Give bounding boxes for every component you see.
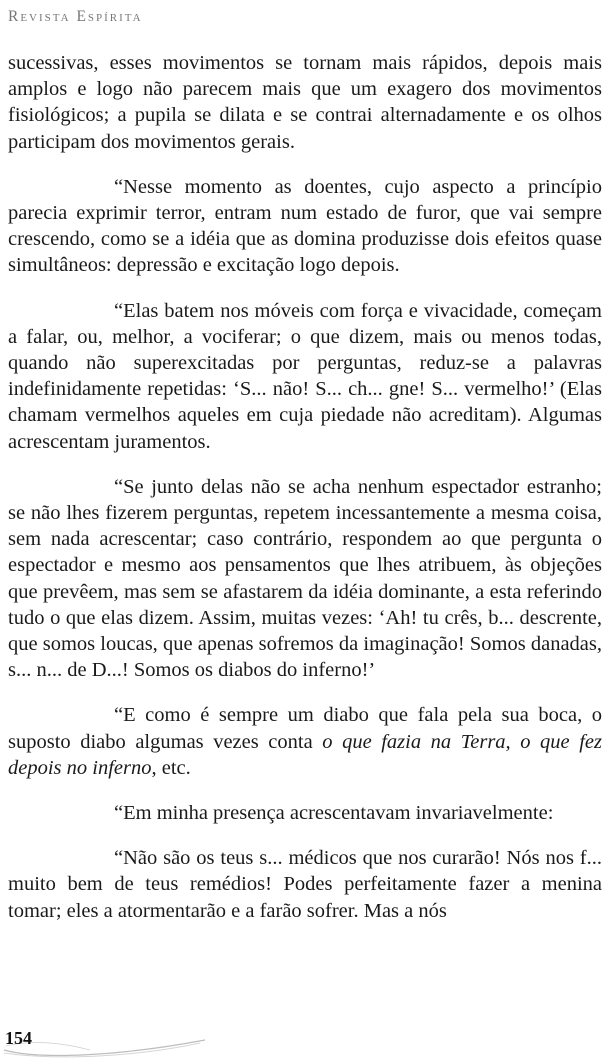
page-footer xyxy=(0,1020,611,1060)
paragraph-5-text-before: “E como é sempre um diabo que fala pela sua boca, o suposto diabo algumas vezes conta xyxy=(8,704,602,753)
paragraph-6: “Em minha presença acrescentavam invariavelmente: xyxy=(114,802,554,825)
paragraph-7: “Não são os teus s... médicos que nos curarão! Nós nos f... muito bem de teus remédios! Podes perfeitamente fazer a menina tomar; eles a atormentarão e a farão sofrer. Mas a nós xyxy=(8,847,602,922)
paragraph-4: “Se junto delas não se acha nenhum espectador estranho; se não lhes fizerem perguntas, repetem incessantemente a mesma coisa, sem nada acrescentar; caso contrário, respondem ao que pergunta o espectador e mesmo aos pensamentos que lhes atribuem, às objeções que prevêem, mas sem se afastarem da idéia dominante, a esta referindo tudo o que elas dizem. Assim, muitas vezes: ‘Ah! tu crês, b... descrente, que somos loucas, que apenas sofremos da imaginação! Somos danadas, s... n... de D...! Somos os diabos do inferno!’ xyxy=(8,475,602,682)
running-title: Revista Espírita xyxy=(8,8,143,25)
paragraph-1: sucessivas, esses movimentos se tornam mais rápidos, depois mais amplos e logo não parecem mais que um exagero dos movimentos fisiológicos; a pupila se dilata e se contrai alternadamente e os olhos participam dos movimentos gerais. xyxy=(8,52,602,153)
paragraph-2: “Nesse momento as doentes, cujo aspecto a princípio parecia exprimir terror, entram num estado de furor, que vai sempre crescendo, como se a idéia que as domina produzisse dois efeitos quase simultâneos: depressão e excitação logo depois. xyxy=(8,175,602,277)
paragraph-5-text-after: , etc. xyxy=(151,756,191,779)
page-number: 154 xyxy=(5,1028,32,1048)
paragraph-5-italic-text: o que fazia na Terra, o que fez depois no inferno xyxy=(8,730,602,779)
paragraph-3: “Elas batem nos móveis com força e vivacidade, começam a falar, ou, melhor, a vociferar; o que dizem, mais ou menos todas, quando não superexcitadas por perguntas, reduz-se a palavras indefinidamente repetidas: ‘S... não! S... ch... gne! S... vermelho!’ (Elas chamam vermelhos aqueles em cuja piedade não acreditam). Algumas acrescentam juramentos. xyxy=(8,299,602,453)
running-header xyxy=(8,8,143,26)
decorative-swoosh-icon xyxy=(0,1020,611,1060)
page-body xyxy=(8,50,602,943)
paragraph-5 xyxy=(8,702,602,781)
